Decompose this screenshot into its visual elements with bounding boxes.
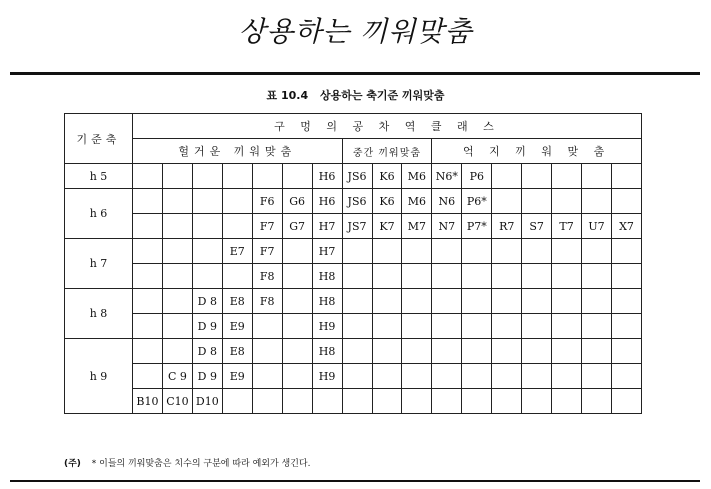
- tolerance-cell: [192, 214, 222, 239]
- tolerance-cell: [282, 239, 312, 264]
- tolerance-cell: [162, 339, 192, 364]
- tolerance-cell: F6: [252, 189, 282, 214]
- tolerance-cell: M6: [402, 189, 432, 214]
- tolerance-cell: [462, 339, 492, 364]
- tolerance-cell: [582, 289, 612, 314]
- tolerance-cell: H9: [312, 364, 342, 389]
- tolerance-cell: [612, 264, 642, 289]
- tolerance-cell: [402, 389, 432, 414]
- tolerance-cell: [552, 314, 582, 339]
- tolerance-cell: [312, 389, 342, 414]
- tolerance-cell: [492, 364, 522, 389]
- tolerance-cell: H7: [312, 239, 342, 264]
- tolerance-cell: [612, 314, 642, 339]
- tolerance-cell: [582, 339, 612, 364]
- tolerance-cell: [162, 214, 192, 239]
- table-caption: [0, 87, 711, 103]
- tolerance-cell: [162, 314, 192, 339]
- tolerance-cell: [372, 289, 402, 314]
- tolerance-cell: [432, 264, 462, 289]
- fit-table: [64, 113, 642, 414]
- tolerance-cell: [402, 264, 432, 289]
- basis-shaft-cell: h 7: [65, 239, 133, 289]
- tolerance-cell: [522, 164, 552, 189]
- interference-fit-header: 억 지 끼 워 맞 춤: [432, 139, 642, 164]
- table-row: [65, 364, 642, 389]
- tolerance-cell: E8: [222, 339, 252, 364]
- table-row: [65, 164, 642, 189]
- table-row: [65, 264, 642, 289]
- tolerance-cell: [582, 239, 612, 264]
- tolerance-cell: [252, 364, 282, 389]
- tolerance-cell: [133, 264, 163, 289]
- tolerance-cell: [252, 389, 282, 414]
- table-row: [65, 339, 642, 364]
- tolerance-cell: [552, 189, 582, 214]
- tolerance-cell: [492, 264, 522, 289]
- tolerance-cell: [342, 364, 372, 389]
- tolerance-cell: F8: [252, 289, 282, 314]
- tolerance-cell: [372, 339, 402, 364]
- tolerance-cell: [282, 264, 312, 289]
- tolerance-cell: [282, 289, 312, 314]
- tolerance-cell: C 9: [162, 364, 192, 389]
- tolerance-cell: P6: [462, 164, 492, 189]
- tolerance-cell: P7*: [462, 214, 492, 239]
- tolerance-cell: [342, 289, 372, 314]
- tolerance-cell: [492, 314, 522, 339]
- table-row: [65, 314, 642, 339]
- tolerance-cell: [492, 389, 522, 414]
- tolerance-cell: [612, 389, 642, 414]
- tolerance-cell: [162, 264, 192, 289]
- tolerance-cell: [552, 164, 582, 189]
- tolerance-cell: [222, 214, 252, 239]
- tolerance-cell: D 9: [192, 364, 222, 389]
- tolerance-cell: K6: [372, 189, 402, 214]
- tolerance-cell: U7: [582, 214, 612, 239]
- tolerance-cell: C10: [162, 389, 192, 414]
- tolerance-cell: [432, 239, 462, 264]
- basis-shaft-cell: h 5: [65, 164, 133, 189]
- tolerance-cell: [522, 364, 552, 389]
- table-row: [65, 239, 642, 264]
- tolerance-cell: D 8: [192, 339, 222, 364]
- tolerance-cell: [342, 264, 372, 289]
- tolerance-cell: [522, 264, 552, 289]
- bottom-rule: [10, 480, 700, 482]
- tolerance-cell: [282, 364, 312, 389]
- tolerance-cell: [372, 364, 402, 389]
- tolerance-cell: F7: [252, 239, 282, 264]
- tolerance-cell: [582, 389, 612, 414]
- tolerance-cell: N6*: [432, 164, 462, 189]
- tolerance-cell: K7: [372, 214, 402, 239]
- tolerance-cell: F7: [252, 214, 282, 239]
- tolerance-cell: [612, 239, 642, 264]
- tolerance-cell: [222, 264, 252, 289]
- tolerance-cell: [432, 364, 462, 389]
- tolerance-cell: [133, 314, 163, 339]
- tolerance-cell: [522, 239, 552, 264]
- footnote: [64, 456, 310, 469]
- tolerance-cell: [612, 164, 642, 189]
- page-title: 상용하는 끼워맞춤: [238, 15, 473, 48]
- tolerance-cell: [612, 339, 642, 364]
- top-rule: [10, 72, 700, 75]
- tolerance-cell: [252, 164, 282, 189]
- tolerance-cell: [222, 189, 252, 214]
- tolerance-cell: R7: [492, 214, 522, 239]
- tolerance-cell: [282, 164, 312, 189]
- tolerance-cell: [162, 189, 192, 214]
- tolerance-cell: [492, 239, 522, 264]
- tolerance-cell: [432, 339, 462, 364]
- tolerance-cell: [252, 314, 282, 339]
- tolerance-cell: X7: [612, 214, 642, 239]
- tolerance-cell: [432, 314, 462, 339]
- tolerance-cell: [402, 314, 432, 339]
- tolerance-cell: [582, 314, 612, 339]
- tolerance-cell: H8: [312, 289, 342, 314]
- tolerance-cell: [162, 164, 192, 189]
- basis-shaft-cell: h 9: [65, 339, 133, 414]
- tolerance-cell: [462, 239, 492, 264]
- tolerance-cell: [462, 289, 492, 314]
- tolerance-cell: [133, 239, 163, 264]
- tolerance-cell: D 8: [192, 289, 222, 314]
- tolerance-cell: [492, 289, 522, 314]
- tolerance-cell: [162, 289, 192, 314]
- tolerance-cell: [192, 189, 222, 214]
- tolerance-cell: B10: [133, 389, 163, 414]
- tolerance-cell: [133, 214, 163, 239]
- tolerance-cell: [133, 189, 163, 214]
- tolerance-cell: [342, 314, 372, 339]
- tolerance-cell: [372, 264, 402, 289]
- footnote-tag: (주): [64, 459, 81, 469]
- tolerance-cell: E7: [222, 239, 252, 264]
- tolerance-cell: [522, 189, 552, 214]
- tolerance-cell: [372, 239, 402, 264]
- tolerance-cell: [552, 264, 582, 289]
- table-row: [65, 389, 642, 414]
- tolerance-cell: T7: [552, 214, 582, 239]
- tolerance-cell: [522, 289, 552, 314]
- tolerance-cell: [462, 364, 492, 389]
- tolerance-cell: E9: [222, 314, 252, 339]
- tolerance-cell: JS6: [342, 189, 372, 214]
- tolerance-cell: [492, 189, 522, 214]
- tolerance-cell: [612, 364, 642, 389]
- tolerance-cell: [612, 289, 642, 314]
- tolerance-cell: [462, 389, 492, 414]
- tolerance-cell: [522, 314, 552, 339]
- tolerance-cell: [432, 389, 462, 414]
- tolerance-cell: [192, 239, 222, 264]
- tolerance-cell: H6: [312, 164, 342, 189]
- clearance-fit-header: 헐거운 끼워맞춤: [133, 139, 343, 164]
- tolerance-cell: [582, 164, 612, 189]
- tolerance-cell: [372, 389, 402, 414]
- tolerance-cell: [133, 364, 163, 389]
- tolerance-cell: N7: [432, 214, 462, 239]
- tolerance-cell: F8: [252, 264, 282, 289]
- basis-shaft-cell: h 8: [65, 289, 133, 339]
- tolerance-cell: [522, 339, 552, 364]
- tolerance-cell: H8: [312, 339, 342, 364]
- tolerance-cell: [492, 164, 522, 189]
- tolerance-cell: [162, 239, 192, 264]
- tolerance-cell: N6: [432, 189, 462, 214]
- tolerance-cell: G7: [282, 214, 312, 239]
- tolerance-cell: S7: [522, 214, 552, 239]
- tolerance-cell: [372, 314, 402, 339]
- tolerance-cell: E8: [222, 289, 252, 314]
- tolerance-cell: [342, 389, 372, 414]
- tolerance-cell: [402, 289, 432, 314]
- tolerance-cell: [402, 339, 432, 364]
- tolerance-cell: H9: [312, 314, 342, 339]
- tolerance-class-header: 구 멍 의 공 차 역 클 래 스: [133, 114, 642, 139]
- tolerance-cell: H7: [312, 214, 342, 239]
- tolerance-cell: G6: [282, 189, 312, 214]
- tolerance-cell: [282, 389, 312, 414]
- tolerance-cell: [432, 289, 462, 314]
- tolerance-cell: [192, 264, 222, 289]
- tolerance-cell: [552, 389, 582, 414]
- tolerance-cell: [552, 339, 582, 364]
- tolerance-cell: [552, 239, 582, 264]
- tolerance-cell: H8: [312, 264, 342, 289]
- tolerance-cell: [582, 264, 612, 289]
- tolerance-cell: P6*: [462, 189, 492, 214]
- tolerance-cell: [133, 289, 163, 314]
- table-row: [65, 189, 642, 214]
- tolerance-cell: [552, 364, 582, 389]
- tolerance-cell: [462, 264, 492, 289]
- tolerance-cell: [552, 289, 582, 314]
- table-row: [65, 214, 642, 239]
- tolerance-cell: [222, 389, 252, 414]
- tolerance-cell: [282, 314, 312, 339]
- footnote-text: * 이들의 끼워맞춤은 치수의 구분에 따라 예외가 생긴다.: [91, 459, 311, 469]
- tolerance-cell: [133, 164, 163, 189]
- tolerance-cell: [342, 239, 372, 264]
- tolerance-cell: [402, 364, 432, 389]
- caption-text: 상용하는 축기준 끼워맞춤: [319, 89, 445, 102]
- tolerance-cell: D 9: [192, 314, 222, 339]
- tolerance-cell: [582, 189, 612, 214]
- basis-shaft-cell: h 6: [65, 189, 133, 239]
- tolerance-cell: K6: [372, 164, 402, 189]
- tolerance-cell: [252, 339, 282, 364]
- tolerance-cell: D10: [192, 389, 222, 414]
- transition-fit-header: 중간 끼워맞춤: [342, 139, 432, 164]
- tolerance-cell: [133, 339, 163, 364]
- caption-number: 표 10.4: [266, 89, 309, 102]
- tolerance-cell: [222, 164, 252, 189]
- tolerance-cell: [462, 314, 492, 339]
- tolerance-cell: [342, 339, 372, 364]
- tolerance-cell: [192, 164, 222, 189]
- basis-column-header: 기준축: [65, 114, 133, 164]
- tolerance-cell: [492, 339, 522, 364]
- tolerance-cell: [522, 389, 552, 414]
- tolerance-cell: E9: [222, 364, 252, 389]
- tolerance-cell: JS6: [342, 164, 372, 189]
- tolerance-cell: [402, 239, 432, 264]
- table-row: [65, 289, 642, 314]
- tolerance-cell: [582, 364, 612, 389]
- tolerance-cell: H6: [312, 189, 342, 214]
- tolerance-cell: [612, 189, 642, 214]
- tolerance-cell: M7: [402, 214, 432, 239]
- tolerance-cell: JS7: [342, 214, 372, 239]
- tolerance-cell: [282, 339, 312, 364]
- tolerance-cell: M6: [402, 164, 432, 189]
